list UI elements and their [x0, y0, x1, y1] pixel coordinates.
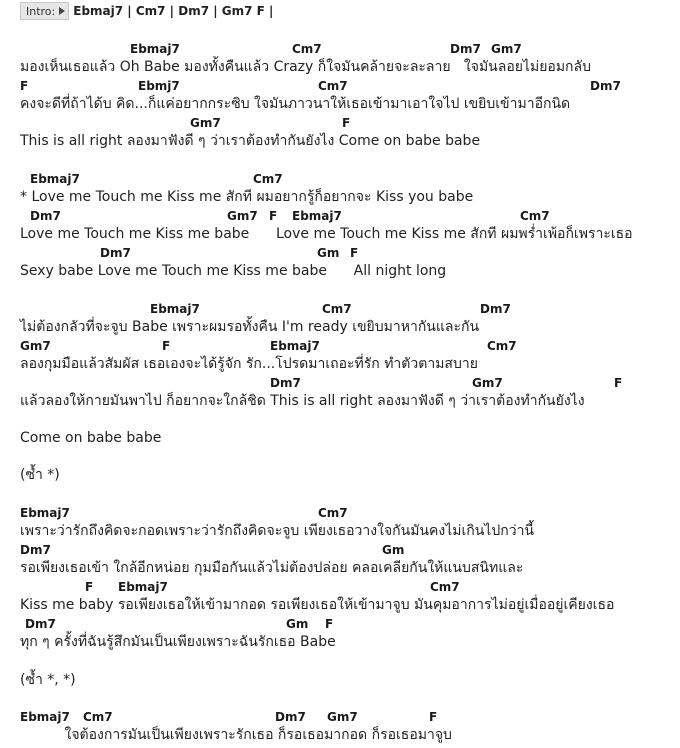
chord-line	[20, 207, 680, 225]
chord-name: Cm7	[83, 710, 113, 724]
chord-name: Ebmaj7	[20, 506, 70, 520]
chord-name: Cm7	[322, 302, 352, 316]
lyric-line: Kiss me baby รอเพียงเธอให้เข้ามากอด รอเพียงเธอให้เข้ามาจูบ มันคุมอาการไม่อยู่เมื่ออยู่เคียงเธอ	[20, 597, 615, 613]
lyric-line: ลองกุมมือแล้วสัมผัส เธอเองจะได้รู้จัก รัก...โปรดมาเถอะที่รัก ทำตัวตามสบาย	[20, 356, 478, 372]
lyric-line: Come on babe babe	[20, 430, 162, 446]
chord-name: Ebmaj7	[20, 710, 70, 724]
chord-line	[20, 114, 680, 132]
chord-name: F	[342, 116, 351, 130]
chord-name: Ebmj7	[138, 79, 180, 93]
chord-line	[20, 77, 680, 95]
chord-line	[20, 170, 680, 188]
lyric-line: (ซ้ำ *, *)	[20, 672, 76, 688]
chord-name: Gm	[286, 617, 309, 631]
chord-name: Dm7	[30, 209, 61, 223]
chord-line	[20, 374, 680, 392]
chord-name: Cm7	[430, 580, 460, 594]
chord-line	[20, 541, 680, 559]
chord-name: Dm7	[25, 617, 56, 631]
chord-name: F	[614, 376, 623, 390]
chord-name: Ebmaj7	[270, 339, 320, 353]
lyric-line: ทุก ๆ ครั้งที่ฉันรู้สึกมันเป็นเพียงเพราะฉันรักเธอ Babe	[20, 634, 336, 650]
chord-name: F	[429, 710, 438, 724]
chord-name: Dm7	[270, 376, 301, 390]
chord-name: F	[350, 246, 359, 260]
chord-name: F	[20, 79, 29, 93]
chord-name: F	[85, 580, 94, 594]
chord-line	[20, 40, 680, 58]
chord-name: Gm	[317, 246, 340, 260]
chord-name: F	[269, 209, 278, 223]
lyric-line: แล้วลองให้กายมันพาไป ก็อยากจะใกล้ชิด This is all right ลองมาฟังดี ๆ ว่าเราต้องทำกันยังไง	[20, 393, 585, 409]
chord-line	[20, 337, 680, 355]
chord-name: Cm7	[292, 42, 322, 56]
chord-line	[20, 578, 680, 596]
chord-name: Dm7	[450, 42, 481, 56]
chord-name: Cm7	[253, 172, 283, 186]
lyric-line: This is all right ลองมาฟังดี ๆ ว่าเราต้องทำกันยังไง Come on babe babe	[20, 133, 481, 149]
chord-name: F	[325, 617, 334, 631]
lyric-line: Love me Touch me Kiss me babe Love me Touch me Kiss me สักที ผมพร่ำเพ้อก็เพราะเธอ	[20, 226, 633, 242]
chord-name: Dm7	[480, 302, 511, 316]
chord-name: Gm7	[20, 339, 51, 353]
chord-name: Cm7	[318, 79, 348, 93]
chord-name: Ebmaj7	[292, 209, 342, 223]
chord-name: Cm7	[520, 209, 550, 223]
lyric-line: มองเห็นเธอแล้ว Oh Babe มองทั้งคืนแล้ว Crazy ก็ใจมันคล้ายจะละลาย ใจมันลอยไม่ยอมกลับ	[20, 59, 591, 75]
chord-name: Dm7	[20, 543, 51, 557]
chord-name: Ebmaj7	[30, 172, 80, 186]
chord-name: Ebmaj7	[150, 302, 200, 316]
lyric-line: (ซ้ำ *)	[20, 467, 60, 483]
chord-name: Cm7	[318, 506, 348, 520]
lyric-line: ใจต้องการมันเป็นเพียงเพราะรักเธอ ก็รอเธอมากอด ก็รอเธอมาจูบ	[20, 727, 452, 743]
lyric-line: รอเพียงเธอเข้า ใกล้อีกหน่อย กุมมือกันแล้วไม่ต้องปล่อย คลอเคลียกันให้แนบสนิทและ	[20, 560, 524, 576]
intro-tag-label: Intro:	[26, 4, 56, 18]
chord-line	[20, 300, 680, 318]
chord-name: Gm7	[327, 710, 358, 724]
chord-name: Ebmaj7	[118, 580, 168, 594]
chord-line	[20, 244, 680, 262]
chord-name: F	[162, 339, 171, 353]
chord-name: Dm7	[275, 710, 306, 724]
lyric-line: คงจะดีที่ถ้าได้บ คิด...ก็แค่อยากกระซิบ ใจมันภาวนาให้เธอเข้ามาเอาใจไป เขยิบเข้ามาอีกนิด	[20, 96, 571, 112]
lyric-line: ไม่ต้องกลัวที่จะจูบ Babe เพราะผมรอทั้งคืน I'm ready เขยิบมาหากันและกัน	[20, 319, 480, 335]
chord-name: Gm7	[227, 209, 258, 223]
chord-line	[20, 615, 680, 633]
chord-name: Cm7	[487, 339, 517, 353]
intro-chords: Ebmaj7 | Cm7 | Dm7 | Gm7 F |	[73, 4, 274, 18]
chord-name: Ebmaj7	[130, 42, 180, 56]
lyric-line: Sexy babe Love me Touch me Kiss me babe All night long	[20, 263, 447, 279]
chord-name: Dm7	[590, 79, 621, 93]
chord-name: Gm	[382, 543, 405, 557]
chord-name: Gm7	[190, 116, 221, 130]
chord-name: Gm7	[472, 376, 503, 390]
chord-name: Gm7	[491, 42, 522, 56]
chord-name: Dm7	[100, 246, 131, 260]
chord-line	[20, 504, 680, 522]
lyric-line: * Love me Touch me Kiss me สักที ผมอยากรู้ก็อยากจะ Kiss you babe	[20, 189, 474, 205]
lyric-line: เพราะว่ารักถึงคิดจะกอดเพราะว่ารักถึงคิดจะจูบ เพียงเธอวางใจกันมันคงไม่เกินไปกว่านี้	[20, 523, 535, 539]
chord-line	[20, 708, 680, 726]
